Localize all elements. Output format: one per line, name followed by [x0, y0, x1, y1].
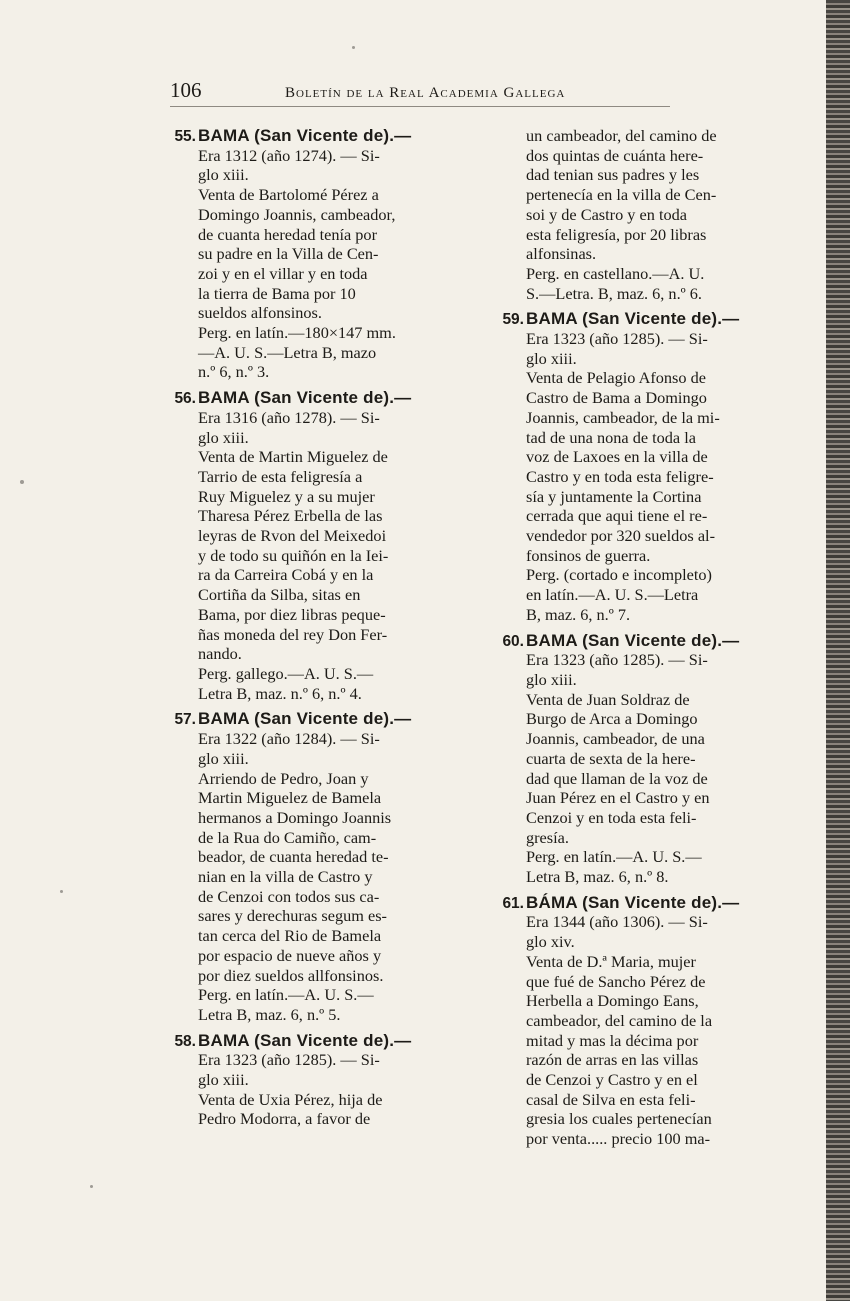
entry-text-line: Perg. en latín.—A. U. S.— — [198, 985, 374, 1005]
entry-text-line: glo xiv. — [526, 932, 575, 952]
entry-text-line: glo xiii. — [198, 1070, 249, 1090]
entry-text-line: Letra B, maz. 6, n.º 8. — [526, 867, 669, 887]
entry-text-line: fonsinos de guerra. — [526, 545, 651, 565]
entry-number: 57. — [174, 711, 196, 729]
entry-number: 60. — [502, 632, 524, 650]
entry-text-line: por diez sueldos allfonsinos. — [198, 965, 384, 985]
entry-text-line: Tarrio de esta feligresía a — [198, 466, 363, 486]
entry-text-line: esta feligresía, por 20 libras — [526, 224, 707, 244]
entry-text-line: zoi y en el villar y en toda — [198, 263, 368, 283]
entry-heading: BAMA (San Vicente de).— — [198, 1030, 412, 1050]
entry-text-line: glo xiii. — [526, 669, 577, 689]
catalog-entry — [158, 709, 458, 1024]
entry-text-line: la tierra de Bama por 10 — [198, 283, 356, 303]
entry-text-line: Venta de Bartolomé Pérez a — [198, 185, 379, 205]
entry-text-line: Venta de D.ª Maria, mujer — [526, 951, 696, 971]
catalog-entry — [486, 309, 791, 624]
entry-text-line: nian en la villa de Castro y — [198, 867, 373, 887]
catalog-entry — [486, 893, 791, 1149]
entry-text-line: glo xiii. — [198, 165, 249, 185]
entry-text-line: Venta de Juan Soldraz de — [526, 689, 690, 709]
entry-text-line: Perg. en latín.—180×147 mm. — [198, 323, 396, 343]
entry-text-line: dos quintas de cuánta here- — [526, 145, 704, 165]
entry-text-line: de la Rua do Camiño, cam- — [198, 827, 377, 847]
entry-text-line: que fué de Sancho Pérez de — [526, 971, 706, 991]
entry-text-line: soi y de Castro y en toda — [526, 204, 687, 224]
entry-text-line: glo xiii. — [198, 427, 249, 447]
scanned-page-edge — [826, 0, 850, 1301]
entry-text-line: alfonsinas. — [526, 244, 597, 264]
entry-text-line: S.—Letra. B, maz. 6, n.º 6. — [526, 283, 702, 303]
entry-text-line: Martin Miguelez de Bamela — [198, 788, 382, 808]
entry-text-line: su padre en la Villa de Cen- — [198, 244, 379, 264]
entry-text-line: en latín.—A. U. S.—Letra — [526, 585, 699, 605]
entry-text-line: dad tenian sus padres y les — [526, 165, 700, 185]
entry-heading: BAMA (San Vicente de).— — [198, 388, 412, 408]
entry-text-line: Era 1323 (año 1285). — Si- — [198, 1050, 380, 1070]
entry-text-line: mitad y mas la décima por — [526, 1030, 699, 1050]
entry-text-line: tad de una nona de toda la — [526, 427, 696, 447]
scan-speck — [20, 480, 24, 484]
entry-text-line: Letra B, maz. 6, n.º 5. — [198, 1004, 341, 1024]
entry-text-line: y de todo su quiñón en la Iei- — [198, 545, 389, 565]
entry-text-line: pertenecía en la villa de Cen- — [526, 185, 717, 205]
entry-text-line: Burgo de Arca a Domingo — [526, 709, 698, 729]
entry-text-line: leyras de Rvon del Meixedoi — [198, 526, 387, 546]
entry-text-line: cambeador, del camino de la — [526, 1010, 713, 1030]
entry-text-line: Era 1322 (año 1284). — Si- — [198, 729, 380, 749]
entry-text-line: Perg. en castellano.—A. U. — [526, 263, 705, 283]
entry-text-line: voz de Laxoes en la villa de — [526, 447, 708, 467]
entry-text-line: gresia los cuales pertenecían — [526, 1109, 712, 1129]
entry-text-line: Castro de Bama a Domingo — [526, 388, 707, 408]
entry-number: 58. — [174, 1032, 196, 1050]
entry-text-line: cuarta de sexta de la here- — [526, 748, 696, 768]
entry-text-line: Perg. (cortado e incompleto) — [526, 565, 712, 585]
entry-text-line: vendedor por 320 sueldos al- — [526, 526, 715, 546]
entry-text-line: Cortiña da Silba, sitas en — [198, 585, 361, 605]
entry-text-line: glo xiii. — [526, 348, 577, 368]
entry-text-line: Venta de Martin Miguelez de — [198, 447, 388, 467]
catalog-entry — [158, 1031, 458, 1130]
header-rule — [170, 106, 670, 107]
entry-text-line: de Cenzoi con todos sus ca- — [198, 886, 380, 906]
entry-text-line: tan cerca del Rio de Bamela — [198, 926, 382, 946]
entry-heading: BAMA (San Vicente de).— — [526, 630, 740, 650]
entry-number: 55. — [174, 128, 196, 145]
entry-heading: BAMA (San Vicente de).— — [198, 126, 412, 145]
entry-text-line: por venta..... precio 100 ma- — [526, 1129, 711, 1149]
entry-text-line: Letra B, maz. n.º 6, n.º 4. — [198, 683, 362, 703]
entry-text-line: Castro y en toda esta feligre- — [526, 466, 714, 486]
scan-speck — [60, 890, 63, 893]
entry-heading: BAMA (San Vicente de).— — [526, 309, 740, 329]
entry-text-line: Era 1344 (año 1306). — Si- — [526, 912, 708, 932]
entry-text-line: nando. — [198, 644, 242, 664]
entry-text-line: Tharesa Pérez Erbella de las — [198, 506, 383, 526]
entry-text-line: Pedro Modorra, a favor de — [198, 1109, 371, 1129]
right-column — [486, 126, 791, 1155]
entry-text-line: —A. U. S.—Letra B, mazo — [198, 342, 377, 362]
entry-text-line: hermanos a Domingo Joannis — [198, 807, 392, 827]
entry-text-line: un cambeador, del camino de — [526, 126, 717, 145]
entry-text-line: cerrada que aqui tiene el re- — [526, 506, 708, 526]
entry-text-line: razón de arras en las villas — [526, 1050, 699, 1070]
entry-text-line: Joannis, cambeador, de la mi- — [526, 407, 720, 427]
scan-speck — [90, 1185, 93, 1188]
entry-text-line: n.º 6, n.º 3. — [198, 362, 270, 382]
entry-number: 61. — [502, 894, 524, 912]
entry-text-line: Domingo Joannis, cambeador, — [198, 204, 396, 224]
entry-text-line: sía y juntamente la Cortina — [526, 486, 702, 506]
entry-text-line: Ruy Miguelez y a su mujer — [198, 486, 375, 506]
entry-text-line: ra da Carreira Cobá y en la — [198, 565, 374, 585]
entry-number: 59. — [502, 311, 524, 329]
entry-text-line: Juan Pérez en el Castro y en — [526, 788, 710, 808]
entry-text-line: beador, de cuanta heredad te- — [198, 847, 389, 867]
entry-text-line: gresía. — [526, 827, 569, 847]
entry-text-line: dad que llaman de la voz de — [526, 768, 708, 788]
scan-speck — [352, 46, 355, 49]
entry-text-line: Perg. gallego.—A. U. S.— — [198, 663, 374, 683]
entry-text-line: de Cenzoi y Castro y en el — [526, 1070, 698, 1090]
page-number: 106 — [170, 78, 202, 102]
entry-text-line: glo xiii. — [198, 748, 249, 768]
entry-text-line: por espacio de nueve años y — [198, 945, 382, 965]
entry-text-line: Arriendo de Pedro, Joan y — [198, 768, 369, 788]
entry-text-line: sares y derechuras segum es- — [198, 906, 387, 926]
entry-text-line: de cuanta heredad tenía por — [198, 224, 377, 244]
entry-text-line: Joannis, cambeador, de una — [526, 729, 705, 749]
catalog-entry — [486, 631, 791, 887]
entry-heading: BÁMA (San Vicente de).— — [526, 892, 740, 912]
entry-text-line: Era 1323 (año 1285). — Si- — [526, 329, 708, 349]
entry-number: 56. — [174, 390, 196, 408]
entry-text-line: sueldos alfonsinos. — [198, 303, 322, 323]
catalog-entry — [158, 388, 458, 703]
catalog-entry — [158, 126, 458, 382]
entry-heading: BAMA (San Vicente de).— — [198, 709, 412, 729]
entry-text-line: Bama, por diez libras peque- — [198, 604, 386, 624]
entry-text-line: Venta de Uxia Pérez, hija de — [198, 1089, 383, 1109]
entry-text-line: casal de Silva en esta feli- — [526, 1089, 696, 1109]
entry-text-line: Era 1316 (año 1278). — Si- — [198, 407, 380, 427]
entry-text-line: Herbella a Domingo Eans, — [526, 991, 699, 1011]
left-column — [158, 126, 458, 1135]
running-title: Boletín de la Real Academia Gallega — [285, 85, 566, 101]
entry-text-line: Era 1323 (año 1285). — Si- — [526, 650, 708, 670]
entry-text-line: ñas moneda del rey Don Fer- — [198, 624, 388, 644]
page-header — [170, 78, 670, 104]
entry-text-line: B, maz. 6, n.º 7. — [526, 604, 631, 624]
entry-text-line: Era 1312 (año 1274). — Si- — [198, 145, 380, 165]
entry-text-line: Cenzoi y en toda esta feli- — [526, 807, 697, 827]
continued-entry-text — [486, 126, 791, 303]
entry-text-line: Perg. en latín.—A. U. S.— — [526, 847, 702, 867]
entry-text-line: Venta de Pelagio Afonso de — [526, 368, 706, 388]
